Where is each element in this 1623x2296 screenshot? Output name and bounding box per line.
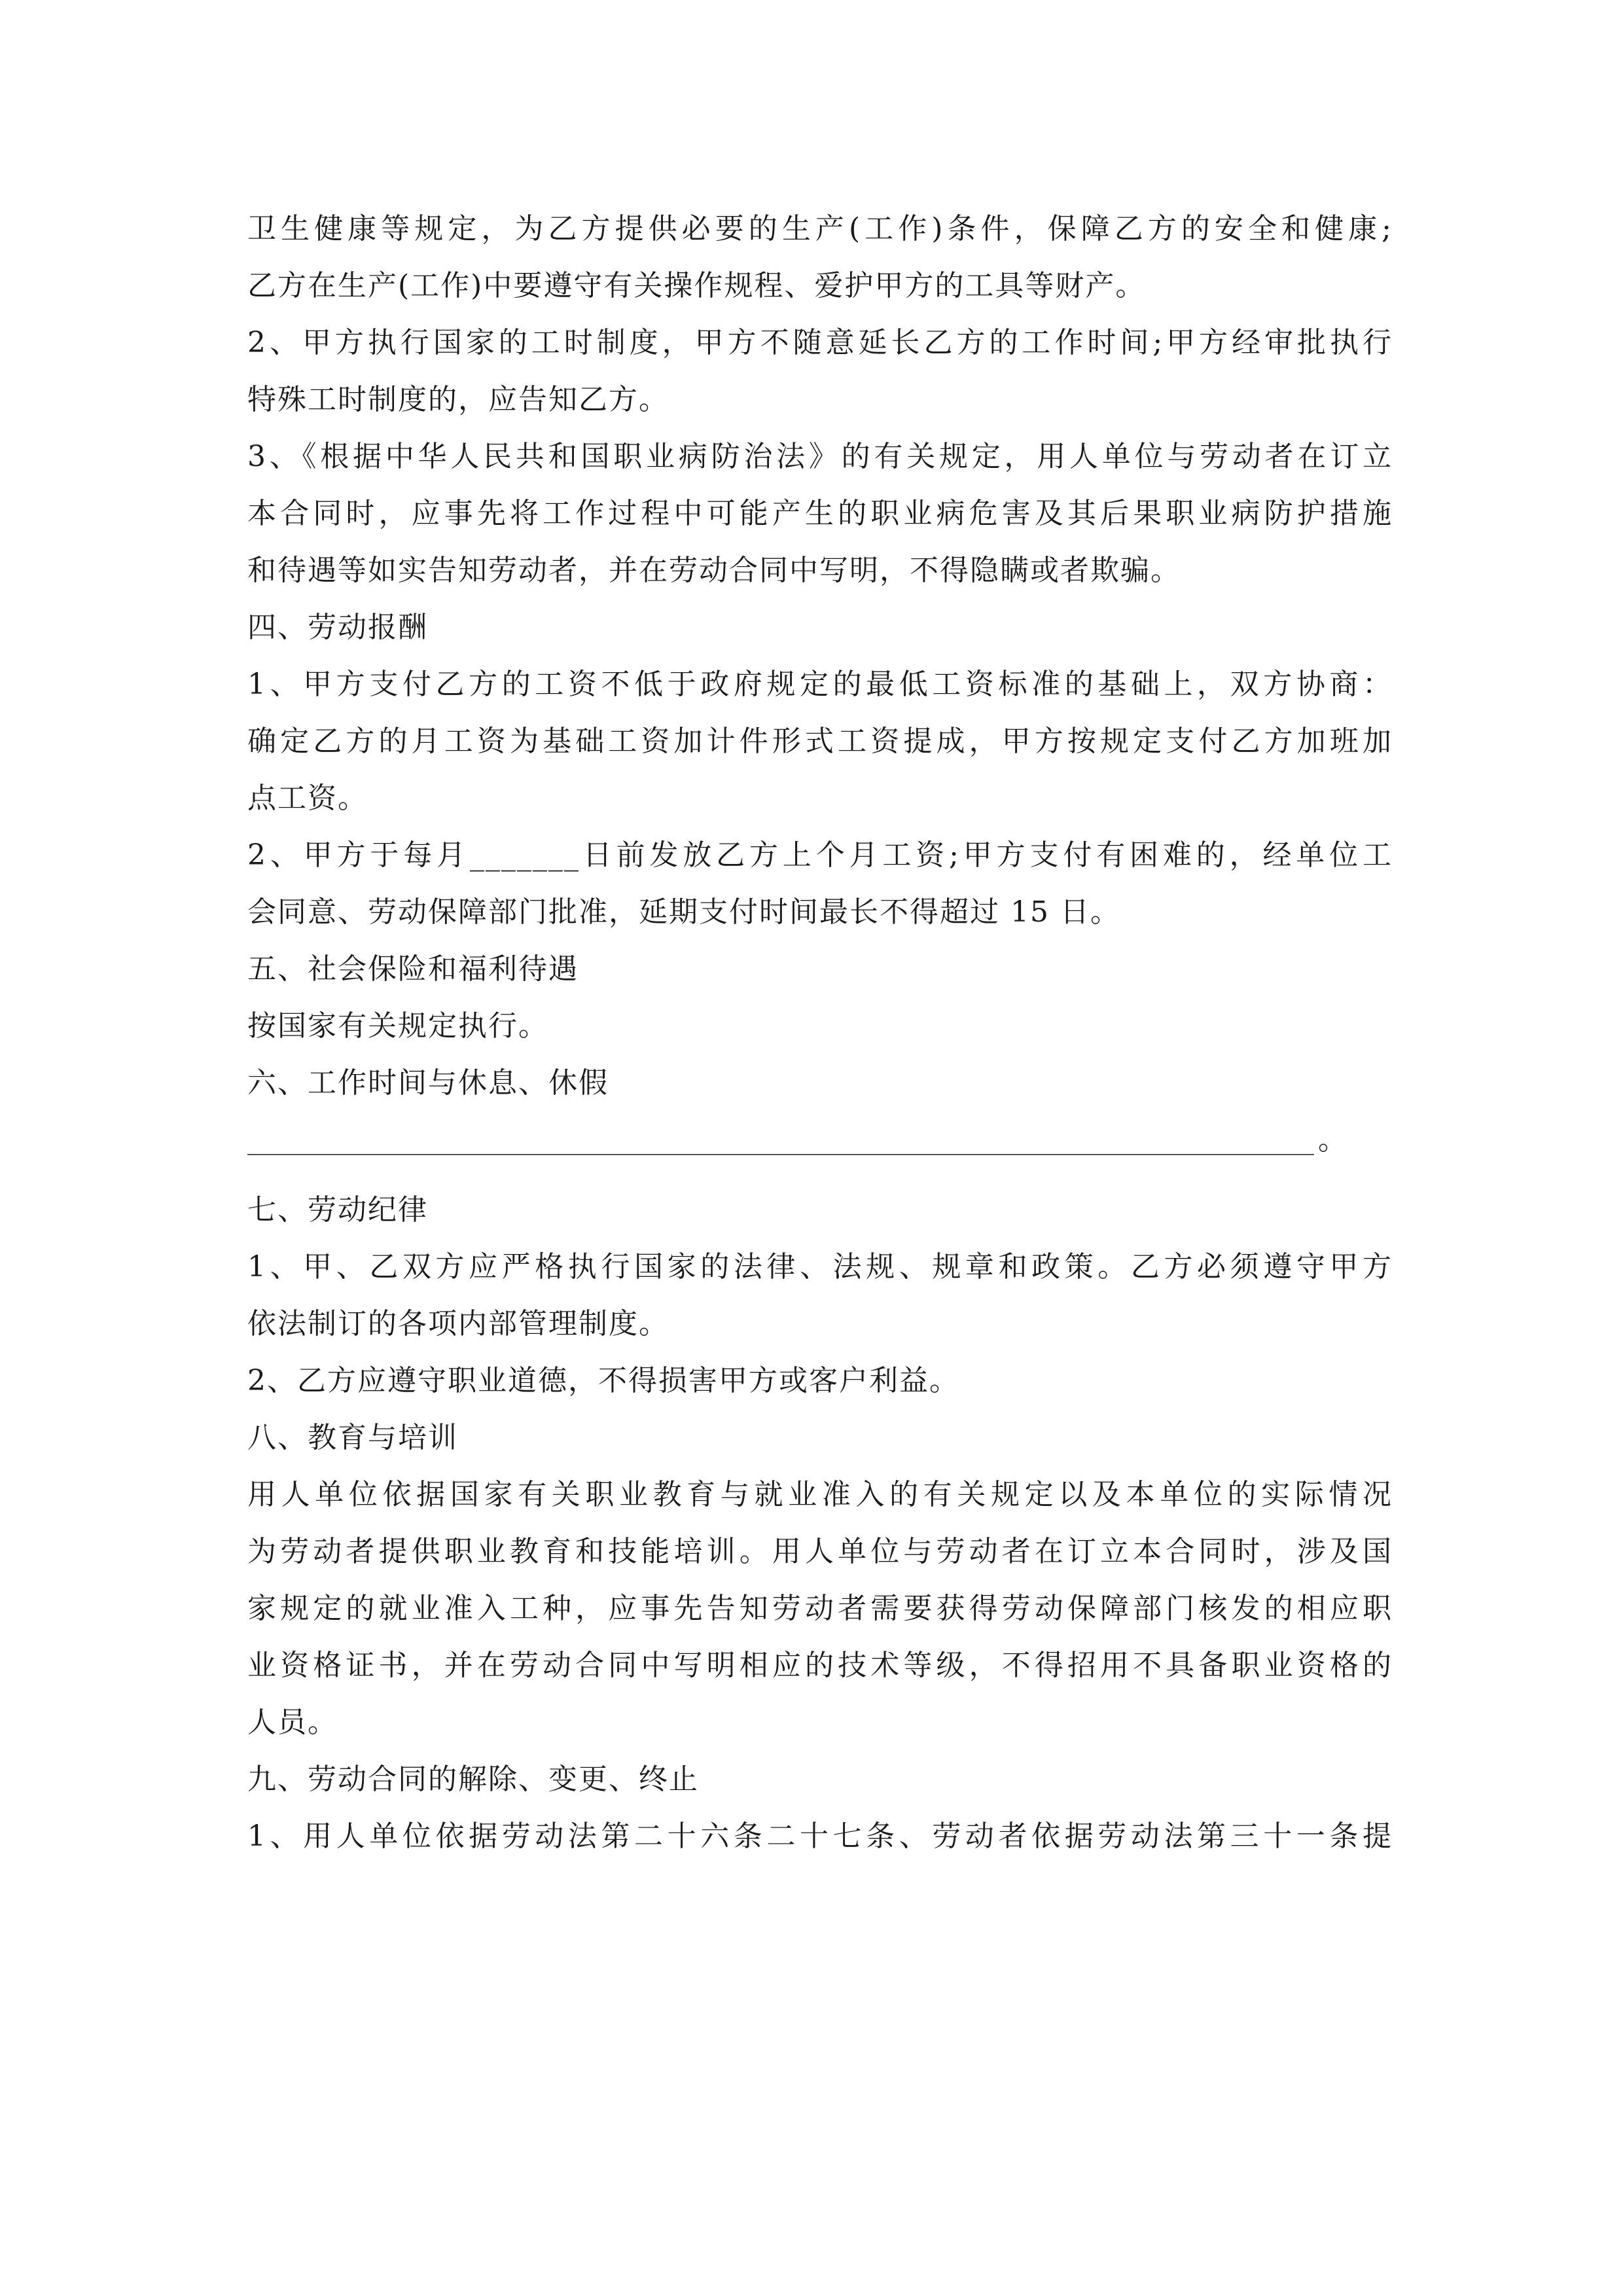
section-heading: 九、劳动合同的解除、变更、终止	[247, 1763, 699, 1796]
text-line: 人员。	[247, 1706, 338, 1739]
text-line: 点工资。	[247, 781, 368, 815]
fill-in-blank-row	[247, 1111, 1393, 1168]
section-heading: 五、社会保险和福利待遇	[247, 952, 579, 986]
text-line: 确定乙方的月工资为基础工资加计件形式工资提成，甲方按规定支付乙方加班加	[247, 725, 1393, 758]
text-line: 1、甲方支付乙方的工资不低于政府规定的最低工资标准的基础上，双方协商：	[247, 668, 1393, 701]
text-line: 2、甲方执行国家的工时制度，甲方不随意延长乙方的工作时间;甲方经审批执行	[247, 326, 1393, 359]
section-heading: 六、工作时间与休息、休假	[247, 1066, 609, 1100]
text-line: 为劳动者提供职业教育和技能培训。用人单位与劳动者在订立本合同时，涉及国	[247, 1535, 1393, 1568]
text-line: 2、乙方应遵守职业道德，不得损害甲方或客户利益。	[247, 1364, 959, 1397]
fill-in-underline	[247, 1154, 1314, 1155]
blank-period: 。	[1318, 1123, 1348, 1157]
contract-body	[247, 200, 1393, 1865]
text-line: 业资格证书，并在劳动合同中写明相应的技术等级，不得招用不具备职业资格的	[247, 1649, 1393, 1682]
text-line: 依法制订的各项内部管理制度。	[247, 1307, 669, 1340]
text-line: 2、甲方于每月_______日前发放乙方上个月工资;甲方支付有困难的，经单位工	[247, 838, 1393, 872]
text-line: 1、甲、乙双方应严格执行国家的法律、法规、规章和政策。乙方必须遵守甲方	[247, 1250, 1393, 1283]
text-line: 会同意、劳动保障部门批准，延期支付时间最长不得超过 15 日。	[247, 895, 1120, 929]
text-line: 本合同时，应事先将工作过程中可能产生的职业病危害及其后果职业病防护措施	[247, 497, 1393, 530]
text-line: 和待遇等如实告知劳动者，并在劳动合同中写明，不得隐瞒或者欺骗。	[247, 554, 1181, 587]
spacer	[247, 1168, 1393, 1181]
text-line: 1、用人单位依据劳动法第二十六条二十七条、劳动者依据劳动法第三十一条提	[247, 1820, 1393, 1853]
section-heading: 八、教育与培训	[247, 1421, 458, 1454]
section-heading: 七、劳动纪律	[247, 1193, 428, 1227]
text-line: 卫生健康等规定，为乙方提供必要的生产(工作)条件，保障乙方的安全和健康;	[247, 212, 1393, 245]
text-line: 用人单位依据国家有关职业教育与就业准入的有关规定以及本单位的实际情况	[247, 1478, 1393, 1511]
text-line: 家规定的就业准入工种，应事先告知劳动者需要获得劳动保障部门核发的相应职	[247, 1592, 1393, 1625]
text-line: 按国家有关规定执行。	[247, 1009, 548, 1043]
text-line: 特殊工时制度的，应告知乙方。	[247, 383, 669, 416]
section-heading: 四、劳动报酬	[247, 611, 428, 644]
text-line: 3、《根据中华人民共和国职业病防治法》的有关规定，用人单位与劳动者在订立	[247, 440, 1393, 473]
text-line: 乙方在生产(工作)中要遵守有关操作规程、爱护甲方的工具等财产。	[247, 269, 1146, 302]
